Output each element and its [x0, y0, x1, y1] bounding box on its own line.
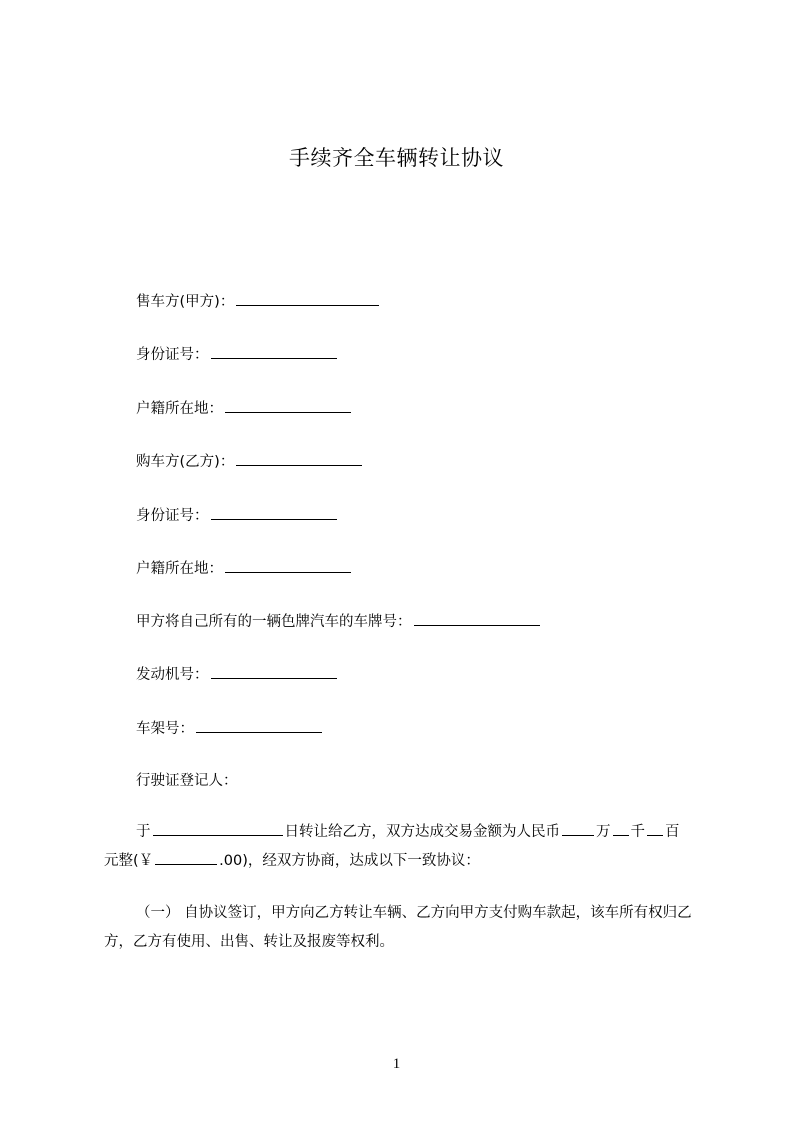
- engine-blank: [211, 664, 337, 679]
- registrant-field: [136, 771, 238, 791]
- date-blank: [153, 821, 283, 836]
- seller-id-field: [136, 344, 339, 365]
- frame-field: [136, 718, 324, 739]
- frame-blank: [196, 718, 322, 733]
- clause-1: （一） 自协议签订，甲方向乙方转让车辆、乙方向甲方支付购车款起，该车所有权归乙方，乙方有使用、出售、转让及报废等权利。: [104, 905, 692, 950]
- bai-label: 百: [665, 824, 680, 840]
- qian-label: 千: [630, 824, 645, 840]
- buyer-blank: [236, 451, 362, 466]
- amount-suffix: .00)，经双方协商，达成以下一致协议：: [219, 853, 480, 869]
- buyer-address-label: 户籍所在地：: [136, 561, 223, 577]
- transfer-paragraph: [104, 818, 714, 876]
- registrant-label: 行驶证登记人：: [136, 773, 238, 789]
- frame-label: 车架号：: [136, 721, 194, 737]
- plate-field: [136, 611, 542, 632]
- transfer-yu: 于: [136, 824, 151, 840]
- buyer-id-blank: [211, 505, 337, 520]
- seller-blank: [236, 291, 379, 306]
- buyer-label: 购车方(乙方)：: [136, 454, 235, 470]
- plate-blank: [414, 611, 540, 626]
- buyer-id-field: [136, 505, 339, 526]
- seller-address-label: 户籍所在地：: [136, 401, 223, 417]
- document-title: 手续齐全车辆转让协议: [289, 146, 504, 170]
- page-number: 1: [392, 1056, 401, 1072]
- wan-blank: [562, 821, 594, 836]
- buyer-id-label: 身份证号：: [136, 508, 209, 524]
- seller-field: [136, 291, 381, 312]
- engine-label: 发动机号：: [136, 667, 209, 683]
- amount-blank: [155, 850, 217, 865]
- qian-blank: [613, 821, 629, 836]
- seller-id-blank: [211, 344, 337, 359]
- plate-label: 甲方将自己所有的一辆色牌汽车的车牌号：: [136, 614, 412, 630]
- transfer-date-text: 日转让给乙方，双方达成交易金额为人民币: [284, 824, 560, 840]
- buyer-field: [136, 451, 364, 472]
- buyer-address-blank: [225, 558, 351, 573]
- engine-field: [136, 664, 339, 685]
- yuan-label: 元整(￥: [104, 853, 154, 869]
- bai-blank: [647, 821, 663, 836]
- seller-id-label: 身份证号：: [136, 347, 209, 363]
- seller-address-blank: [225, 398, 351, 413]
- buyer-address-field: [136, 558, 353, 579]
- seller-address-field: [136, 398, 353, 419]
- seller-label: 售车方(甲方)：: [136, 294, 235, 310]
- wan-label: 万: [596, 824, 611, 840]
